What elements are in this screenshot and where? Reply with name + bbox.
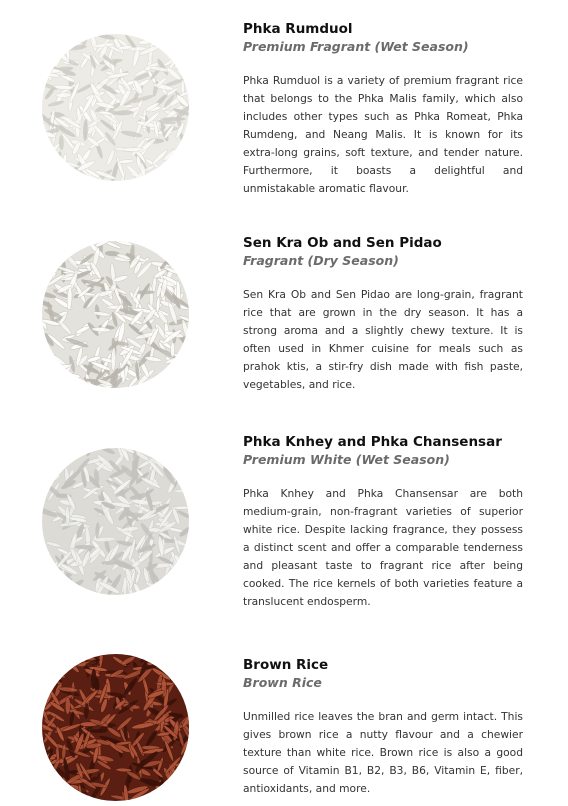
rice-grain	[184, 241, 189, 255]
rice-grain	[171, 786, 187, 797]
rice-grain	[42, 373, 56, 386]
variety-title: Phka Rumduol	[243, 21, 353, 37]
rice-grain	[167, 562, 185, 580]
rice-grain	[123, 576, 127, 595]
rice-grain	[42, 154, 53, 159]
rice-grain	[44, 448, 53, 459]
rice-grain	[44, 35, 57, 57]
rice-grain	[42, 660, 49, 684]
rice-grain	[181, 65, 188, 80]
rice-grain	[45, 654, 53, 665]
rice-grain	[162, 117, 186, 120]
rice-grain	[42, 241, 52, 248]
rice-grain	[46, 777, 59, 790]
rice-grain	[64, 792, 85, 801]
rice-grain	[151, 34, 161, 44]
rice-grain	[46, 654, 66, 667]
rice-grain	[42, 157, 49, 179]
rice-grain	[178, 567, 189, 579]
rice-grain	[46, 165, 62, 181]
variety-description: Sen Kra Ob and Sen Pidao are long-grain, fragrant rice that are grown in the dry season. It has a strong aroma and a slightly chewy texture. It is often used in Khmer cuisine for meals such as prahok ktis, a stir-fry dish made with fish paste, vegetables, and rice.	[243, 288, 523, 391]
rice-grain	[61, 654, 72, 668]
rice-grain	[66, 792, 86, 801]
variety-subtitle: Premium Fragrant (Wet Season)	[243, 39, 469, 54]
rice-grain	[173, 241, 188, 258]
rice-grain	[54, 577, 73, 590]
rice-grains-svg	[42, 34, 189, 181]
rice-grain	[61, 241, 69, 256]
variety-title: Brown Rice	[243, 657, 329, 673]
white-rice-grains-image	[42, 448, 189, 595]
rice-grain	[176, 34, 184, 52]
rice-grain	[51, 448, 70, 460]
rice-grain	[175, 248, 189, 258]
rice-grain	[176, 469, 189, 475]
rice-grain	[45, 249, 55, 268]
rice-grain	[168, 42, 183, 57]
rice-grain	[176, 379, 189, 388]
rice-grain	[45, 569, 63, 584]
rice-grain	[175, 58, 189, 72]
rice-grains-svg	[42, 654, 189, 801]
variety-subtitle: Brown Rice	[243, 675, 322, 690]
rice-grain	[52, 448, 65, 457]
rice-grain	[170, 673, 189, 680]
rice-grain	[167, 787, 189, 801]
rice-grain	[161, 241, 176, 258]
variety-description: Unmilled rice leaves the bran and germ intact. This gives brown rice a nutty flavour and a chewier texture than white rice. Brown rice is also a good source of Vitamin B1, B2, B3, B6, Vitamin E, fiber, antioxidants, and more.	[243, 710, 523, 795]
rice-grain	[42, 673, 57, 678]
rice-grain	[181, 241, 187, 253]
rice-grain	[42, 449, 54, 467]
rice-grain	[176, 241, 188, 256]
rice-grain	[62, 448, 69, 467]
rice-grain	[181, 257, 189, 274]
rice-grain	[46, 151, 61, 173]
rice-grain	[166, 34, 174, 46]
rice-grain	[46, 668, 66, 680]
rice-grain	[42, 145, 49, 169]
rice-grain	[56, 93, 72, 98]
rice-grain	[185, 776, 189, 791]
rice-grain	[168, 456, 183, 467]
rice-grain	[166, 578, 185, 593]
rice-grain	[43, 657, 63, 670]
rice-grain	[42, 361, 54, 370]
rice-grain	[175, 591, 189, 595]
rice-grain	[145, 380, 163, 388]
white-rice-grains-image	[42, 241, 189, 388]
rice-grain	[46, 670, 61, 686]
rice-grain	[179, 662, 185, 677]
rice-grain	[160, 789, 182, 798]
rice-grain	[166, 48, 189, 58]
rice-grain	[178, 252, 189, 258]
rice-grain	[47, 247, 56, 267]
rice-grain	[164, 379, 183, 386]
rice-grain	[51, 654, 55, 666]
rice-grain	[167, 455, 182, 472]
rice-grain	[64, 241, 83, 247]
variety-title: Phka Knhey and Phka Chansensar	[243, 434, 502, 450]
rice-grain	[171, 656, 186, 664]
rice-grain	[170, 241, 187, 250]
rice-grain	[43, 351, 55, 372]
rice-grain	[160, 172, 170, 181]
variety-subtitle: Premium White (Wet Season)	[243, 452, 450, 467]
rice-grain	[42, 52, 62, 55]
rice-grain	[176, 655, 181, 670]
variety-title: Sen Kra Ob and Sen Pidao	[243, 235, 442, 251]
rice-grain	[185, 361, 189, 377]
rice-grain	[47, 449, 54, 470]
rice-grain	[162, 34, 177, 46]
rice-grain	[163, 34, 176, 53]
rice-grain	[182, 461, 189, 484]
rice-grain	[65, 697, 70, 714]
white-rice-grains-image	[42, 34, 189, 181]
rice-grain	[180, 372, 185, 388]
rice-grain	[170, 372, 176, 388]
rice-grain	[174, 46, 182, 62]
rice-grain	[42, 568, 57, 586]
rice-grain	[122, 148, 143, 152]
rice-grain	[175, 42, 179, 58]
variety-subtitle: Fragrant (Dry Season)	[243, 253, 399, 268]
variety-description: Phka Knhey and Phka Chansensar are both medium-grain, non-fragrant varieties of superior white rice. Despite lacking fragrance, they possess a distinct scent and offer a comparable tenderness and pleasant taste to fragrant rice after being cooked. The rice kernels of both varieties feature a translucent endosperm.	[243, 487, 523, 608]
rice-grain	[168, 34, 179, 47]
rice-grains-svg	[42, 448, 189, 595]
rice-grain	[89, 729, 107, 733]
rice-grain	[60, 241, 77, 252]
rice-grain	[47, 149, 58, 168]
rice-grain	[178, 36, 189, 42]
rice-grain	[177, 451, 189, 471]
rice-grain	[175, 784, 189, 801]
variety-description: Phka Rumduol is a variety of premium fragrant rice that belongs to the Phka Malis family, which also includes other types such as Phka Romeat, Phka Rumdeng, and Neang Malis. It is known for its extra-long grains, soft texture, and tender nature. Furthermore, it boasts a delightful and unmistakable aromatic flavour.	[243, 74, 523, 195]
rice-grain	[43, 790, 55, 801]
rice-grain	[172, 368, 189, 382]
rice-grain	[50, 461, 56, 480]
rice-grain	[54, 569, 66, 586]
rice-grain	[152, 376, 173, 385]
rice-grain	[52, 654, 70, 662]
rice-grain	[161, 654, 179, 667]
rice-grain	[61, 39, 82, 44]
rice-grain	[57, 787, 73, 801]
rice-grain	[173, 506, 189, 509]
rice-grain	[162, 584, 177, 590]
rice-grain	[179, 380, 189, 388]
rice-grain	[47, 561, 59, 576]
rice-grain	[160, 577, 183, 582]
rice-grain	[42, 772, 53, 777]
rice-grain	[44, 164, 52, 181]
rice-grain	[42, 464, 54, 482]
rice-grain	[45, 579, 58, 594]
rice-grain	[170, 590, 189, 595]
rice-grain	[170, 342, 174, 357]
rice-grain	[44, 665, 60, 684]
rice-grain	[182, 462, 189, 483]
rice-grain	[75, 545, 95, 549]
rice-grain	[59, 135, 64, 150]
rice-grain	[168, 34, 183, 50]
rice-grain	[168, 241, 189, 252]
rice-grain	[42, 473, 52, 478]
rice-grain	[162, 368, 175, 382]
rice-grain	[56, 241, 74, 256]
brown-rice-grains-image	[42, 654, 189, 801]
rice-grain	[163, 165, 182, 174]
rice-grain	[52, 34, 65, 55]
rice-grains-svg	[42, 241, 189, 388]
rice-grain	[178, 35, 189, 56]
rice-grain	[56, 779, 66, 798]
rice-grain	[171, 656, 185, 668]
rice-grain	[164, 576, 173, 592]
rice-grain	[42, 579, 53, 583]
